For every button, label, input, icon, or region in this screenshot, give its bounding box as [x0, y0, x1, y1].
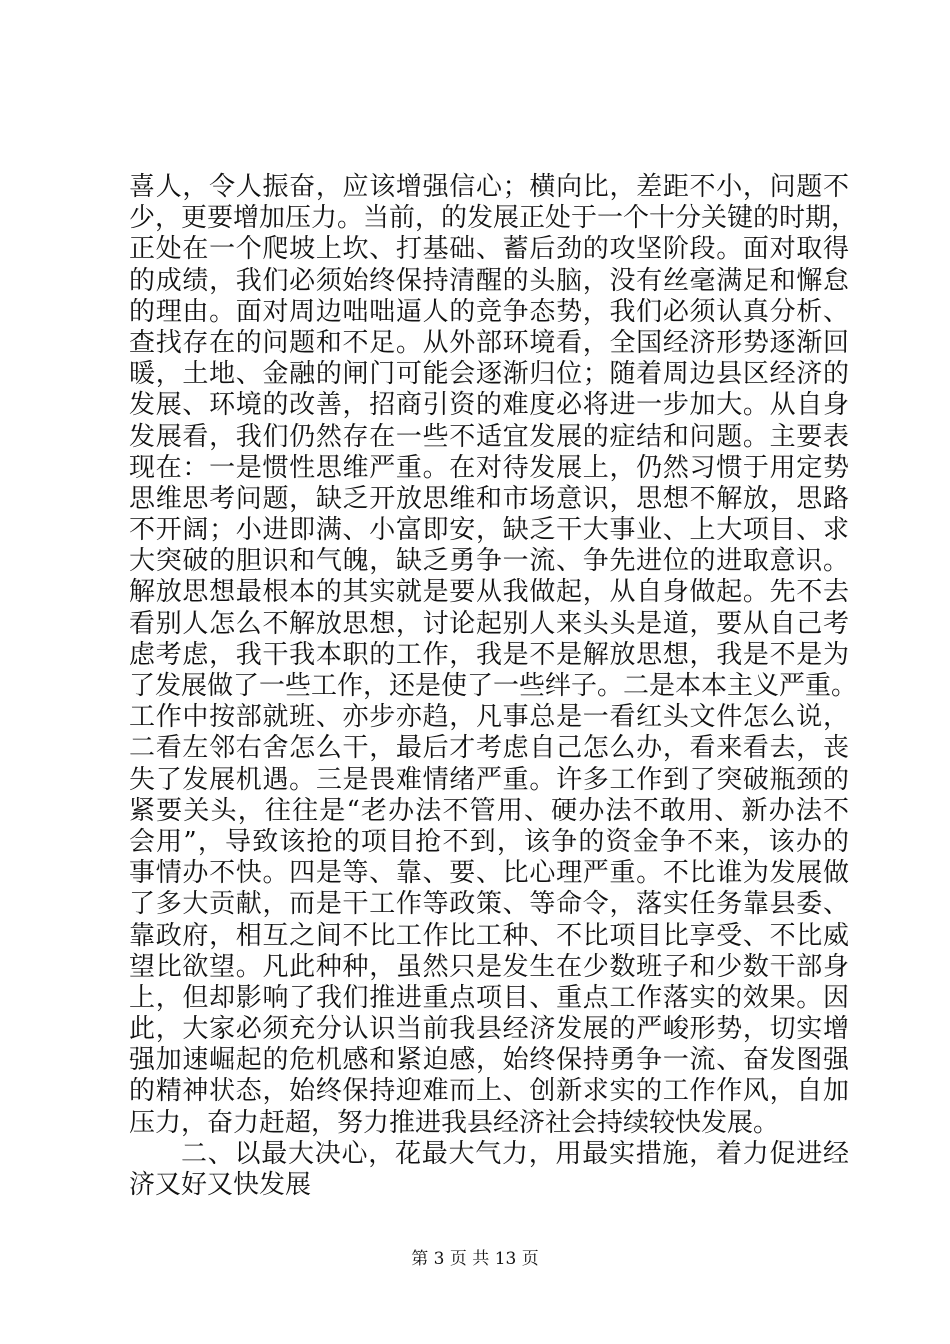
text-line: 少，更要增加压力。当前，的发展正处于一个十分关键的时期，	[129, 203, 858, 234]
text-line: 靠政府，相互之间不比工作比工种、不比项目比享受、不比威	[129, 920, 849, 951]
text-line: 会用”，导致该抢的项目抢不到，该争的资金争不来，该办的	[129, 826, 849, 857]
text-line: 的精神状态，始终保持迎难而上、创新求实的工作作风，自加	[129, 1076, 849, 1107]
text-line: 此，大家必须充分认识当前我县经济发展的严峻形势，切实增	[129, 1014, 849, 1045]
text-line: 查找存在的问题和不足。从外部环境看，全国经济形势逐渐回	[129, 327, 849, 358]
text-line: 虑考虑，我干我本职的工作，我是不是解放思想，我是不是为	[129, 639, 849, 670]
text-line: 大突破的胆识和气魄，缺乏勇争一流、争先进位的进取意识。	[129, 546, 849, 577]
text-line: 的成绩，我们必须始终保持清醒的头脑，没有丝毫满足和懈怠	[129, 265, 849, 296]
text-line: 失了发展机遇。三是畏难情绪严重。许多工作到了突破瓶颈的	[129, 764, 849, 795]
text-line: 正处在一个爬坡上坎、打基础、蓄后劲的攻坚阶段。面对取得	[129, 234, 849, 265]
text-line: 喜人，令人振奋，应该增强信心；横向比，差距不小，问题不	[129, 172, 849, 202]
text-line: 解放思想最根本的其实就是要从我做起，从自身做起。先不去	[129, 577, 849, 608]
text-line: 事情办不快。四是等、靠、要、比心理严重。不比谁为发展做	[129, 858, 849, 889]
text-line: 不开阔；小进即满、小富即安，缺乏干大事业、上大项目、求	[129, 515, 849, 546]
text-line: 思维思考问题，缺乏开放思维和市场意识，思想不解放，思路	[129, 483, 849, 514]
text-line: 紧要关头，往往是“老办法不管用、硬办法不敢用、新办法不	[129, 795, 849, 826]
body-text	[129, 172, 858, 1201]
text-line: 望比欲望。凡此种种，虽然只是发生在少数班子和少数干部身	[129, 951, 849, 982]
text-line: 的理由。面对周边咄咄逼人的竞争态势，我们必须认真分析、	[129, 296, 849, 327]
text-line: 暖，土地、金融的闸门可能会逐渐归位；随着周边县区经济的	[129, 359, 849, 390]
text-line: 发展、环境的改善，招商引资的难度必将进一步加大。从自身	[129, 390, 849, 421]
text-line: 工作中按部就班、亦步亦趋，凡事总是一看红头文件怎么说，	[129, 702, 849, 733]
section-heading-line-end: 济又好又快发展	[129, 1170, 312, 1200]
text-line: 发展看，我们仍然存在一些不适宜发展的症结和问题。主要表	[129, 421, 849, 452]
section-heading-line: 二、以最大决心，花最大气力，用最实措施，着力促进经	[181, 1138, 849, 1169]
text-line: 强加速崛起的危机感和紧迫感，始终保持勇争一流、奋发图强	[129, 1045, 849, 1076]
page-number-label: 第 3 页 共 13 页	[411, 1249, 539, 1269]
text-line: 上，但却影响了我们推进重点项目、重点工作落实的效果。因	[129, 982, 849, 1013]
text-line: 二看左邻右舍怎么干，最后才考虑自己怎么办，看来看去，丧	[129, 733, 849, 764]
page-footer	[0, 1244, 950, 1269]
paragraph-end-line: 压力，奋力赶超，努力推进我县经济社会持续较快发展。	[129, 1107, 780, 1138]
text-line: 看别人怎么不解放思想，讨论起别人来头头是道，要从自己考	[129, 608, 849, 639]
text-line: 现在：一是惯性思维严重。在对待发展上，仍然习惯于用定势	[129, 452, 849, 483]
text-line: 了发展做了一些工作，还是使了一些绊子。二是本本主义严重。	[129, 671, 858, 701]
text-line: 了多大贡献，而是干工作等政策、等命令，落实任务靠县委、	[129, 889, 849, 920]
